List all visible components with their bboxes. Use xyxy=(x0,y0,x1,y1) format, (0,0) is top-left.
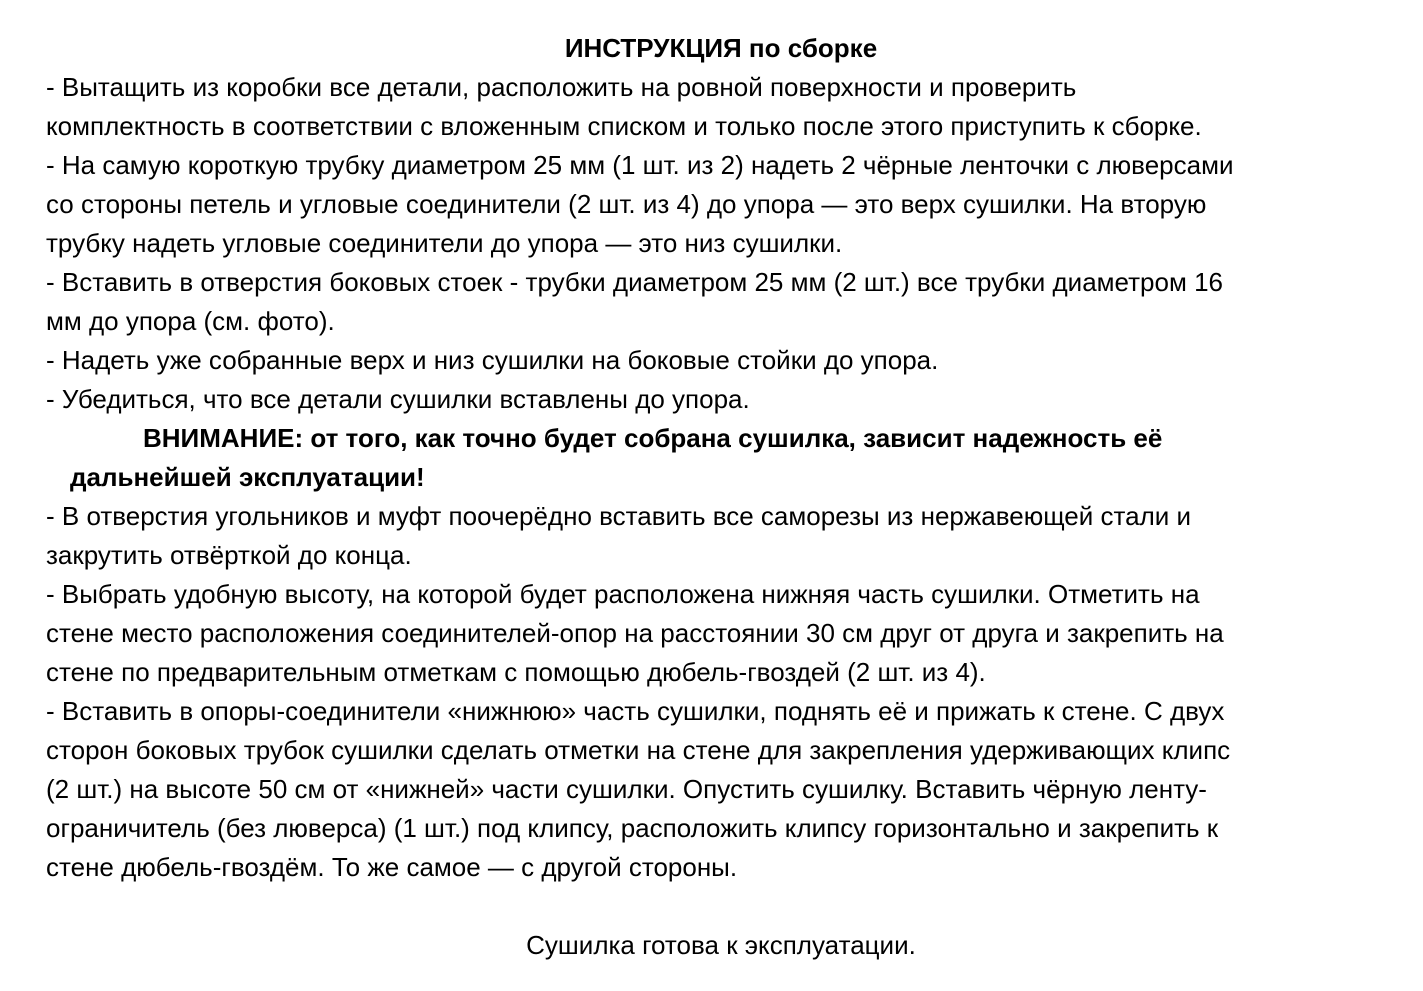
text-line: стене место расположения соединителей-опор на расстоянии 30 см друг от друга и закрепить на xyxy=(46,618,1224,648)
text-line: со стороны петель и угловые соединители (2 шт. из 4) до упора — это верх сушилки. На вторую xyxy=(46,189,1207,219)
text-line: стене дюбель-гвоздём. То же самое — с другой стороны. xyxy=(46,852,738,882)
text-line: сторон боковых трубок сушилки сделать отметки на стене для закрепления удерживающих клипс xyxy=(46,735,1231,765)
text-line: - Надеть уже собранные верх и низ сушилки на боковые стойки до упора. xyxy=(46,345,939,375)
text-line: ограничитель (без люверса) (1 шт.) под клипсу, расположить клипсу горизонтально и закрепить к xyxy=(46,813,1219,843)
text-line: стене по предварительным отметкам с помощью дюбель-гвоздей (2 шт. из 4). xyxy=(46,657,986,687)
text-line: - Убедиться, что все детали сушилки вставлены до упора. xyxy=(46,384,750,414)
text-line: трубку надеть угловые соединители до упора — это низ сушилки. xyxy=(46,228,843,258)
warning-line: ВНИМАНИЕ: от того, как точно будет собрана сушилка, зависит надежность её xyxy=(143,423,1163,453)
instruction-document xyxy=(46,29,1396,979)
text-line: - Вставить в отверстия боковых стоек - трубки диаметром 25 мм (2 шт.) все трубки диаметром 16 xyxy=(46,267,1223,297)
warning-line: дальнейшей эксплуатации! xyxy=(70,462,425,492)
text-line: - Вытащить из коробки все детали, расположить на ровной поверхности и проверить xyxy=(46,72,1077,102)
text-line: мм до упора (см. фото). xyxy=(46,306,335,336)
document-title: ИНСТРУКЦИЯ по сборке xyxy=(564,33,878,63)
text-line: закрутить отвёрткой до конца. xyxy=(46,540,412,570)
text-line: (2 шт.) на высоте 50 см от «нижней» части сушилки. Опустить сушилку. Вставить чёрную ленту- xyxy=(46,774,1207,804)
text-line: - На самую короткую трубку диаметром 25 мм (1 шт. из 2) надеть 2 чёрные ленточки с люверсами xyxy=(46,150,1234,180)
text-line: комплектность в соответствии с вложенным списком и только после этого приступить к сборке. xyxy=(46,111,1202,141)
closing-line: Сушилка готова к эксплуатации. xyxy=(526,930,916,960)
text-line: - Вставить в опоры-соединители «нижнюю» часть сушилки, поднять её и прижать к стене. С двух xyxy=(46,696,1225,726)
text-line: - Выбрать удобную высоту, на которой будет расположена нижняя часть сушилки. Отметить на xyxy=(46,579,1200,609)
text-line: - В отверстия угольников и муфт поочерёдно вставить все саморезы из нержавеющей стали и xyxy=(46,501,1192,531)
